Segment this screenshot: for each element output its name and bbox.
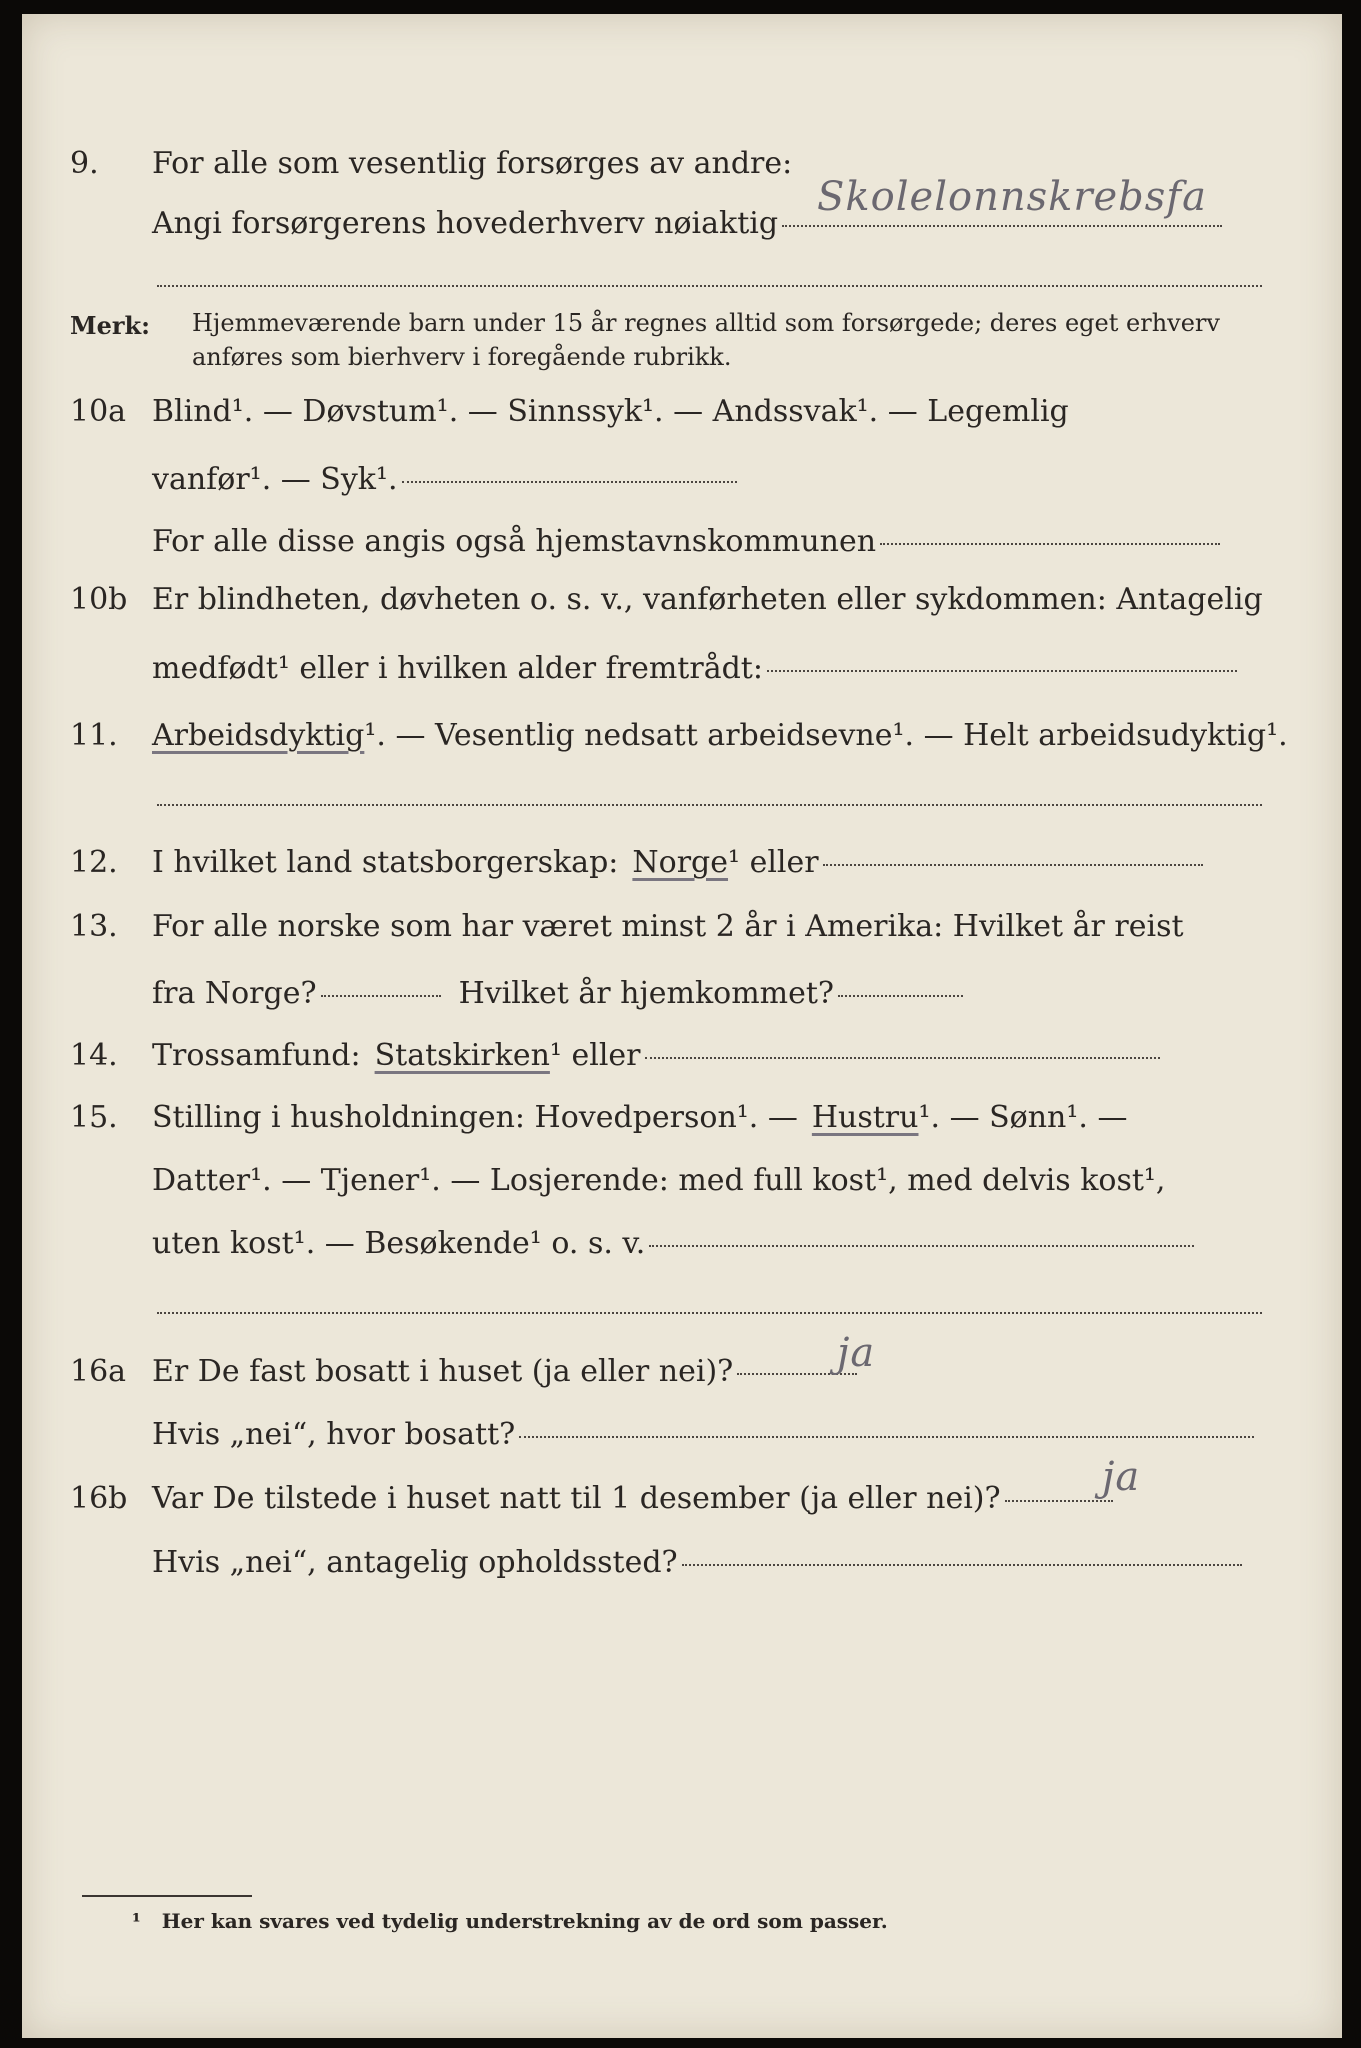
- question-text: fra Norge?: [152, 976, 317, 1011]
- question-number: 13.: [70, 909, 118, 944]
- question-text: Hvilket år hjemkommet?: [458, 976, 835, 1011]
- answer-line[interactable]: [682, 1563, 1242, 1566]
- question-text: ¹. — Vesentlig nedsatt arbeidsevne¹. — Helt arbeidsudyktig¹.: [364, 718, 1288, 753]
- question-number: 11.: [70, 718, 118, 753]
- underlined-choice[interactable]: Arbeidsdyktig: [152, 718, 365, 753]
- question-text: I hvilket land statsborgerskap:: [152, 845, 619, 880]
- footnote-rule: [82, 1895, 252, 1897]
- question-number: 14.: [70, 1038, 118, 1073]
- note-label: Merk:: [70, 311, 150, 340]
- question-text: For alle norske som har været minst 2 år i Amerika: Hvilket år reist: [152, 909, 1184, 944]
- note-line: anføres som bierhverv i foregående rubrikk.: [192, 343, 732, 371]
- answer-line[interactable]: [1005, 1499, 1113, 1502]
- footnote-mark: ¹: [132, 1909, 141, 1933]
- question-text: For alle som vesentlig forsørges av andre:: [152, 146, 793, 181]
- question-text: Datter¹. — Tjener¹. — Losjerende: med full kost¹, med delvis kost¹,: [152, 1163, 1166, 1198]
- question-text: Hvis „nei“, hvor bosatt?: [152, 1417, 516, 1452]
- question-text: vanfør¹. — Syk¹.: [152, 462, 398, 497]
- question-text: For alle disse angis også hjemstavnskommunen: [152, 524, 877, 559]
- question-text: medfødt¹ eller i hvilken alder fremtrådt:: [152, 651, 763, 686]
- question-text: Blind¹. — Døvstum¹. — Sinnssyk¹. — Andssvak¹. — Legemlig: [152, 394, 1069, 429]
- question-text: uten kost¹. — Besøkende¹ o. s. v.: [152, 1226, 646, 1261]
- question-text: Trossamfund:: [152, 1038, 361, 1073]
- census-form-page: [22, 14, 1342, 2038]
- question-number: 10a: [70, 394, 127, 429]
- dotted-rule: [157, 1312, 1262, 1314]
- question-number: 16a: [70, 1354, 127, 1389]
- answer-line[interactable]: [782, 224, 1222, 227]
- question-text: ¹ eller: [549, 1038, 641, 1073]
- underlined-choice[interactable]: Hustru: [811, 1100, 919, 1135]
- answer-line[interactable]: [823, 863, 1203, 866]
- question-text: Angi forsørgerens hovederhverv nøiaktig: [152, 206, 779, 241]
- answer-line[interactable]: [645, 1056, 1160, 1059]
- question-number: 9.: [70, 146, 99, 181]
- answer-line[interactable]: [321, 994, 441, 997]
- handwritten-answer: Skolelonnskrebsfa: [817, 174, 1207, 220]
- dotted-rule: [157, 804, 1262, 806]
- answer-line[interactable]: [767, 669, 1237, 672]
- question-text: Stilling i husholdningen: Hovedperson¹. —: [152, 1100, 798, 1135]
- handwritten-answer: ja: [1102, 1454, 1141, 1500]
- underlined-choice[interactable]: Statskirken: [374, 1038, 550, 1073]
- answer-line[interactable]: [880, 542, 1220, 545]
- answer-line[interactable]: [519, 1435, 1254, 1438]
- question-number: 12.: [70, 845, 118, 880]
- handwritten-answer: ja: [837, 1330, 876, 1376]
- underlined-choice[interactable]: Norge: [632, 845, 729, 880]
- question-text: Var De tilstede i huset natt til 1 desember (ja eller nei)?: [152, 1481, 1001, 1516]
- answer-line[interactable]: [402, 480, 737, 483]
- dotted-rule: [157, 285, 1262, 287]
- question-number: 10b: [70, 582, 128, 617]
- question-text: Hvis „nei“, antagelig opholdssted?: [152, 1545, 678, 1580]
- question-number: 16b: [70, 1481, 128, 1516]
- question-text: ¹. — Sønn¹. —: [918, 1100, 1128, 1135]
- question-text: ¹ eller: [728, 845, 819, 880]
- question-text: Er blindheten, døvheten o. s. v., vanførheten eller sykdommen: Antagelig: [152, 582, 1263, 617]
- question-number: 15.: [70, 1100, 118, 1135]
- answer-line[interactable]: [649, 1244, 1194, 1247]
- note-line: Hjemmeværende barn under 15 år regnes alltid som forsørgede; deres eget erhverv: [192, 309, 1220, 337]
- question-text: Er De fast bosatt i huset (ja eller nei)?: [152, 1354, 734, 1389]
- note-text: [192, 306, 1220, 374]
- footnote-text: Her kan svares ved tydelig understrekning av de ord som passer.: [161, 1909, 888, 1933]
- answer-line[interactable]: [838, 994, 963, 997]
